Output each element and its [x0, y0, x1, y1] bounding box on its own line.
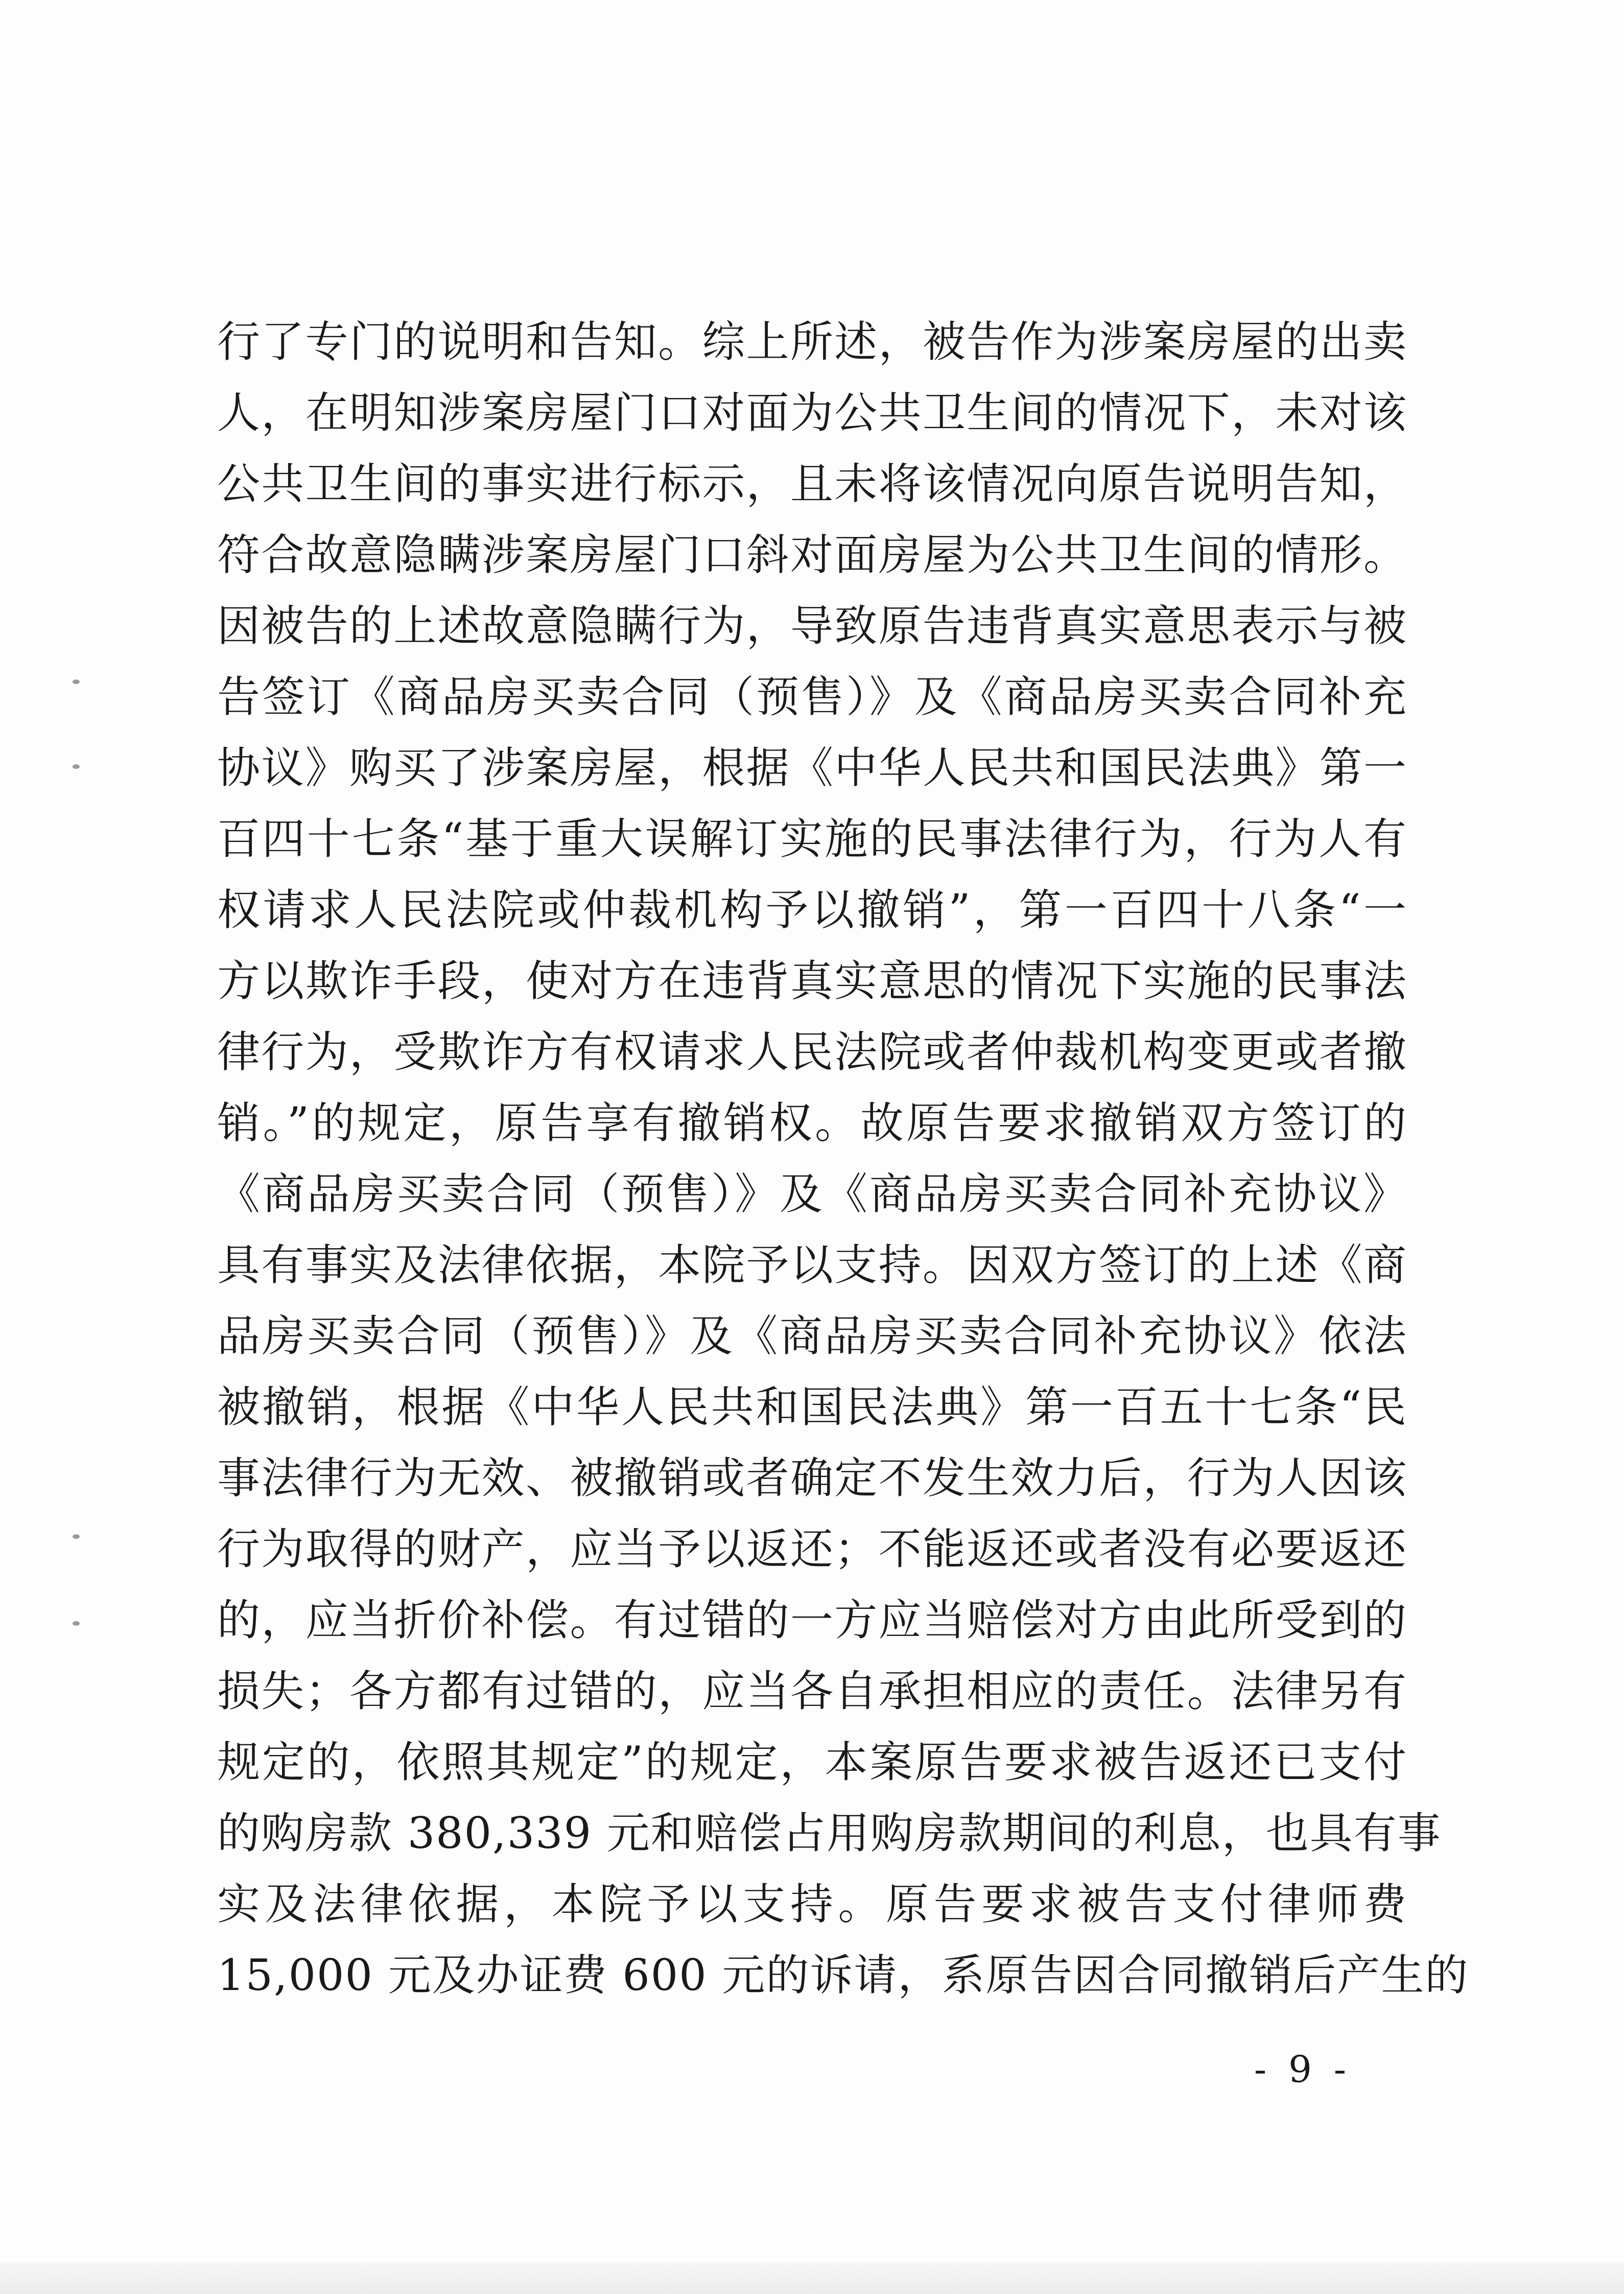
binding-hole-mark: [73, 680, 80, 684]
text-line: 告签订《商品房买卖合同（预售）》及《商品房买卖合同补充: [217, 672, 1407, 722]
text-line: 行为取得的财产，应当予以返还；不能返还或者没有必要返还: [217, 1524, 1407, 1574]
binding-hole-mark: [73, 1534, 80, 1539]
text-line: 损失；各方都有过错的，应当各自承担相应的责任。法律另有: [217, 1666, 1407, 1716]
text-line: 被撤销，根据《中华人民共和国民法典》第一百五十七条“民: [217, 1382, 1407, 1432]
text-line: 权请求人民法院或仲裁机构予以撤销”，第一百四十八条“一: [217, 885, 1407, 935]
binding-hole-mark: [73, 1621, 80, 1626]
text-line: 律行为，受欺诈方有权请求人民法院或者仲裁机构变更或者撤: [217, 1027, 1407, 1077]
binding-hole-mark: [73, 764, 80, 769]
text-line: 的，应当折价补偿。有过错的一方应当赔偿对方由此所受到的: [217, 1595, 1407, 1645]
text-line: 品房买卖合同（预售）》及《商品房买卖合同补充协议》依法: [217, 1311, 1407, 1361]
text-line: 的购房款 380,339 元和赔偿占用购房款期间的利息，也具有事: [217, 1808, 1442, 1858]
text-line: 公共卫生间的事实进行标示，且未将该情况向原告说明告知，: [217, 459, 1407, 509]
text-line: 百四十七条“基于重大误解订实施的民事法律行为，行为人有: [217, 814, 1407, 864]
text-line: 事法律行为无效、被撤销或者确定不发生效力后，行为人因该: [217, 1453, 1407, 1503]
text-line: 行了专门的说明和告知。综上所述，被告作为涉案房屋的出卖: [217, 317, 1407, 367]
text-line: 因被告的上述故意隐瞒行为，导致原告违背真实意思表示与被: [217, 601, 1407, 651]
scan-bottom-edge: [0, 2263, 1624, 2294]
text-line: 《商品房买卖合同（预售）》及《商品房买卖合同补充协议》: [217, 1169, 1407, 1219]
text-line: 规定的，依照其规定”的规定，本案原告要求被告返还已支付: [217, 1737, 1407, 1787]
text-line: 15,000 元及办证费 600 元的诉请，系原告因合同撤销后产生的: [217, 1950, 1469, 2000]
text-line: 人，在明知涉案房屋门口对面为公共卫生间的情况下，未对该: [217, 388, 1407, 438]
text-line: 具有事实及法律依据，本院予以支持。因双方签订的上述《商: [217, 1240, 1407, 1290]
text-line: 实及法律依据，本院予以支持。原告要求被告支付律师费: [217, 1879, 1407, 1929]
text-line: 方以欺诈手段，使对方在违背真实意思的情况下实施的民事法: [217, 956, 1407, 1006]
text-line: 符合故意隐瞒涉案房屋门口斜对面房屋为公共卫生间的情形。: [217, 530, 1407, 580]
page-number: - 9 -: [1254, 2048, 1352, 2091]
text-line: 销。”的规定，原告享有撤销权。故原告要求撤销双方签订的: [217, 1098, 1407, 1148]
text-line: 协议》购买了涉案房屋，根据《中华人民共和国民法典》第一: [217, 743, 1407, 793]
document-body-text: [217, 307, 1469, 2011]
